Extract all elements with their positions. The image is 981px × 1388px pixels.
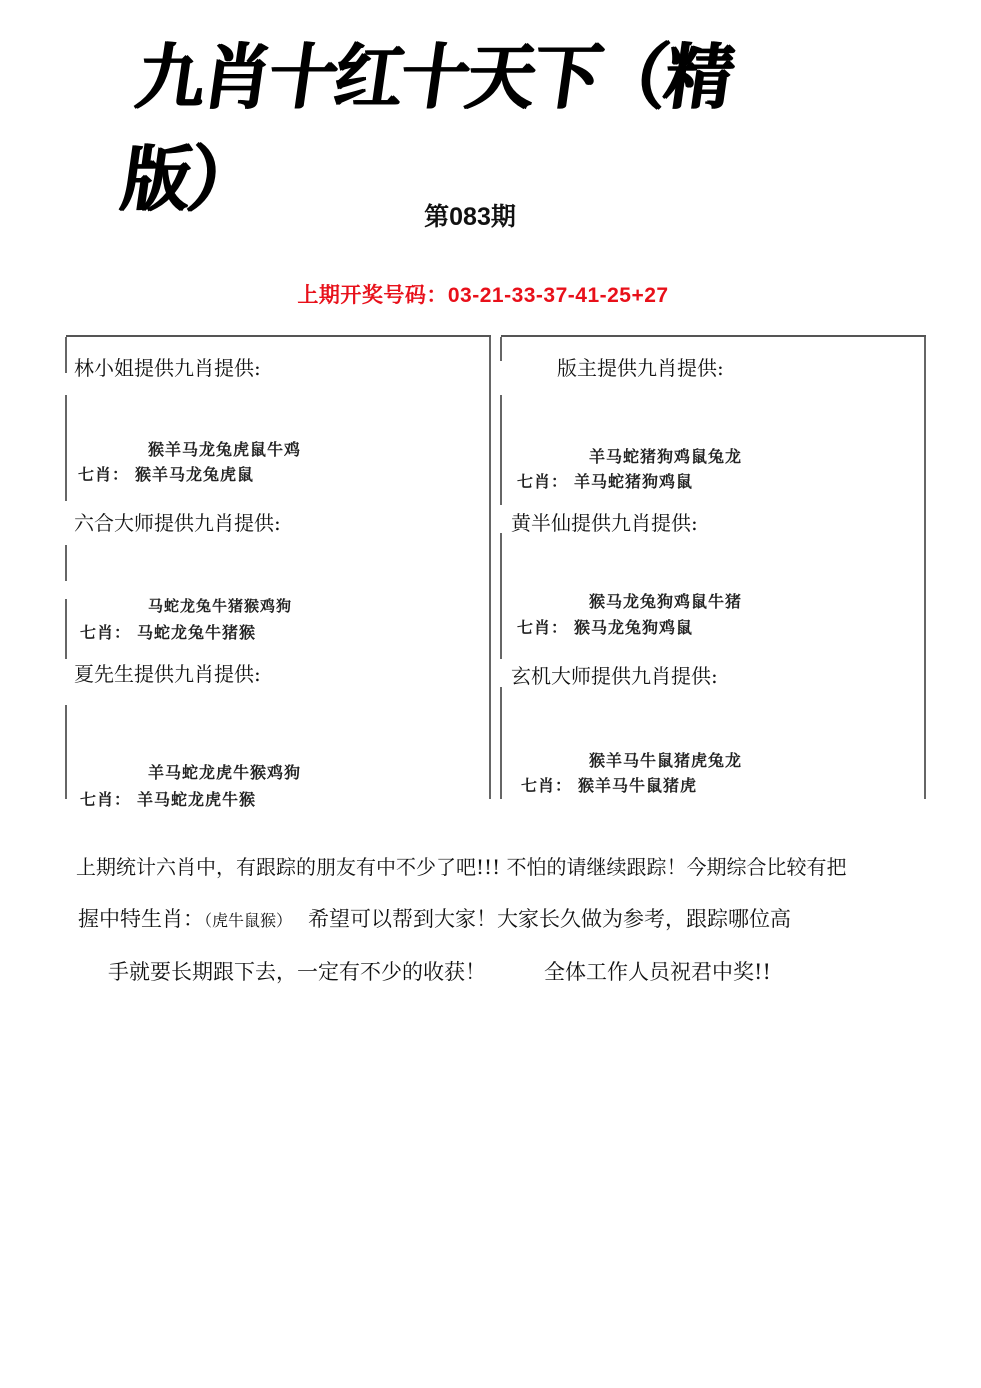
seven-label: 七肖： — [80, 790, 132, 809]
right-column — [501, 335, 926, 799]
border-line — [500, 395, 502, 505]
seven-zodiac — [80, 787, 256, 810]
seven-label: 七肖： — [78, 465, 130, 484]
note-text: 手就要长期跟下去，一定有不少的收获！ — [108, 960, 486, 984]
seven-value: 猴羊马牛鼠猪虎 — [578, 776, 698, 795]
box-title: 黄半仙提供九肖提供: — [511, 511, 698, 535]
border-line — [500, 687, 502, 799]
note-text: 握中特生肖： — [78, 907, 204, 931]
seven-label: 七肖： — [80, 623, 132, 642]
last-draw-value: 03-21-33-37-41-25+27 — [447, 284, 669, 307]
highlight-zodiacs: （虎牛鼠猴） — [204, 911, 293, 930]
last-draw-label: 上期开奖号码： — [297, 284, 448, 307]
note-text: 希望可以帮到大家！大家长久做为参考，跟踪哪位高 — [308, 907, 792, 931]
seven-zodiac — [517, 469, 693, 492]
seven-zodiac — [517, 615, 693, 638]
nine-zodiac: 猴马龙兔狗鸡鼠牛猪 — [589, 592, 743, 611]
border-line — [65, 545, 67, 581]
box-title: 林小姐提供九肖提供: — [74, 356, 261, 380]
seven-zodiac — [521, 773, 697, 796]
seven-label: 七肖： — [517, 618, 569, 637]
seven-label: 七肖： — [517, 472, 569, 491]
seven-value: 羊马蛇龙虎牛猴 — [137, 790, 257, 809]
border-line — [65, 395, 67, 501]
seven-zodiac — [78, 462, 254, 485]
seven-label: 七肖： — [521, 776, 573, 795]
issue-number: 第083期 — [424, 203, 516, 231]
nine-zodiac: 羊马蛇龙虎牛猴鸡狗 — [148, 763, 302, 782]
last-draw-numbers — [0, 279, 966, 309]
nine-zodiac: 马蛇龙兔牛猪猴鸡狗 — [148, 597, 293, 615]
note-line-3 — [0, 956, 981, 986]
box-title: 夏先生提供九肖提供: — [74, 662, 261, 686]
border-line — [924, 337, 926, 799]
nine-zodiac: 猴羊马牛鼠猪虎兔龙 — [589, 751, 743, 770]
box-title: 版主提供九肖提供: — [557, 356, 724, 380]
border-line — [65, 599, 67, 659]
seven-value: 猴马龙兔狗鸡鼠 — [574, 618, 694, 637]
seven-value: 羊马蛇猪狗鸡鼠 — [574, 472, 694, 491]
banner-title-text: 九肖十红十天下（精版） — [116, 36, 737, 222]
note-line-1: 上期统计六肖中，有跟踪的朋友有中不少了吧!!! 不怕的请继续跟踪！今期综合比较有把 — [76, 855, 847, 879]
border-line — [489, 337, 491, 799]
seven-zodiac — [80, 620, 256, 643]
nine-zodiac: 猴羊马龙兔虎鼠牛鸡 — [148, 440, 302, 459]
seven-value: 马蛇龙兔牛猪猴 — [137, 623, 257, 642]
left-column — [66, 335, 491, 809]
note-line-2 — [0, 903, 981, 933]
border-line — [500, 337, 502, 361]
box-title: 六合大师提供九肖提供: — [74, 511, 281, 535]
box-title: 玄机大师提供九肖提供: — [511, 664, 718, 688]
nine-zodiac: 羊马蛇猪狗鸡鼠兔龙 — [589, 447, 743, 466]
border-line — [500, 533, 502, 659]
seven-value: 猴羊马龙兔虎鼠 — [135, 465, 255, 484]
border-line — [65, 337, 67, 373]
border-line — [65, 705, 67, 799]
wish-text: 全体工作人员祝君中奖!! — [544, 960, 771, 984]
